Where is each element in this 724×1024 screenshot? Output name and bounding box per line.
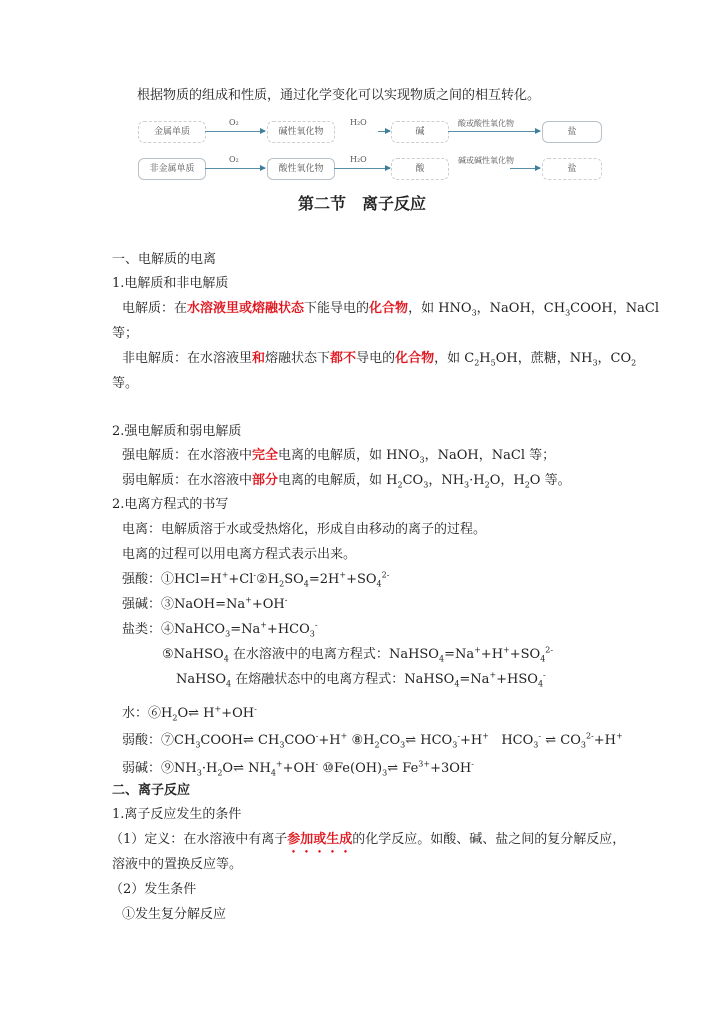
highlight: 水溶液里或熔融状态 — [187, 301, 305, 316]
node-base: 碱 — [391, 121, 449, 143]
subscript: 3 — [565, 308, 571, 318]
text: （1）定义：在水溶液中有离子 — [110, 832, 288, 847]
node-acidic-oxide: 酸性氧化物 — [267, 158, 335, 180]
text: ，CO — [597, 351, 632, 366]
subscript: 2 — [397, 480, 403, 490]
highlight: 化合物 — [369, 301, 409, 316]
arrow-label-o2-row2: O₂ — [229, 155, 239, 164]
arrow-o2-row2 — [205, 168, 265, 169]
node-salt-row2: 盐 — [542, 158, 602, 180]
text: ，NaOH，CH — [476, 301, 566, 316]
text: ，NaOH，NaCl 等； — [424, 448, 556, 463]
highlight: 都不 — [330, 351, 357, 366]
ionization-definition: 电离：电解质溶于水或受热熔化，形成自由移动的离子的过程。 — [122, 522, 487, 537]
label: 水： — [122, 706, 149, 721]
subheading-electrolytes: 1.电解质和非电解质 — [112, 276, 229, 291]
weak-base-equations: 弱碱：$⑨NH_3\cdot H_2O\rightleftharpoons$ $NH_4^++OH^-$ $⑩Fe(OH)_3\rightleftharpoons$ $Fe^{3+}+3OH^-$ — [122, 759, 474, 778]
text: 在水溶液中的电离方程式： — [232, 647, 389, 662]
weak-acid-equations: 弱酸：$⑦CH_3COOH\rightleftharpoons$ $CH_3COO^-+H^+$ $⑧H_2CO_3\rightleftharpoons$ $HCO_3^-+H^+$ $HCO_3^-$ ⇌ $CO_3^{2-}+H^+$ — [122, 731, 623, 750]
subscript: 3 — [423, 480, 429, 490]
text: OH，蔗糖，NH — [495, 351, 593, 366]
subscript: 5 — [490, 358, 496, 368]
text: 下能导电的 — [304, 301, 370, 316]
text: 电解质：在 — [122, 301, 188, 316]
arrow-label-acid-row1: 酸或酸性氧化物 — [458, 119, 514, 128]
subscript: 2 — [524, 480, 530, 490]
subscript: 2 — [474, 358, 480, 368]
node-basic-oxide: 碱性氧化物 — [267, 121, 335, 143]
strong-acid-equations: 强酸：$①HCl=H^++Cl^-②H_2SO_4=2H^++SO_4^{2-}$ — [122, 570, 390, 589]
subscript: 2 — [484, 480, 490, 490]
subscript: 2 — [631, 358, 637, 368]
subscript: 3 — [419, 455, 425, 465]
highlight: 部分 — [252, 473, 279, 488]
arrow-base-row2 — [510, 168, 540, 169]
arrow-acid-row1 — [448, 131, 540, 132]
text: O，H — [489, 473, 525, 488]
nonelectrolyte-definition — [122, 350, 636, 368]
arrow-label-h2o-row2: H₂O — [350, 155, 367, 164]
text: O 等。 — [529, 473, 571, 488]
ionization-equation-note: 电离的过程可以用电离方程式表示出来。 — [122, 547, 357, 562]
text: ，NH — [428, 473, 465, 488]
heading-ionic-reactions: 二、离子反应 — [112, 783, 191, 798]
arrow-h2o-row1 — [378, 131, 390, 132]
conditions-heading: （2）发生条件 — [110, 882, 197, 897]
label: 盐类： — [122, 622, 162, 637]
text: 强电解质：在水溶液中 — [122, 448, 253, 463]
highlight: 参加或生成 — [287, 832, 353, 847]
arrow-h2o-row2 — [334, 168, 390, 169]
text: ，如 HNO — [408, 301, 472, 316]
arrow-label-o2-row1: O₂ — [229, 118, 239, 127]
text: ·H — [469, 473, 485, 488]
text: H — [479, 351, 491, 366]
text: 电离的电解质，如 HNO — [278, 448, 420, 463]
heading-electrolyte-ionization: 一、电解质的电离 — [112, 252, 217, 267]
label: 强碱： — [122, 597, 162, 612]
label: 弱酸： — [122, 733, 162, 748]
nonelectrolyte-definition-wrap: 等。 — [112, 376, 139, 391]
arrow-label-h2o-row1: H₂O — [350, 118, 367, 127]
text: 导电的 — [356, 351, 396, 366]
text: 弱电解质：在水溶液中 — [122, 473, 253, 488]
text: CO — [402, 473, 424, 488]
text: ，如 C — [434, 351, 475, 366]
section-title: 第二节 离子反应 — [297, 194, 426, 213]
node-metal: 金属单质 — [138, 121, 206, 143]
node-salt-row1: 盐 — [542, 121, 602, 143]
subscript: 3 — [592, 358, 598, 368]
ionic-reaction-definition — [110, 831, 625, 856]
label: 强酸： — [122, 572, 162, 587]
electrolyte-definition-wrap: 等； — [112, 326, 139, 341]
text: 在熔融状态中的电离方程式： — [235, 672, 405, 687]
ionic-reaction-definition-wrap: 溶液中的置换反应等。 — [112, 857, 243, 872]
node-nonmetal: 非金属单质 — [138, 158, 206, 180]
strong-base-equation: 强碱：③NaOH=Na++OH- — [122, 595, 288, 612]
text: 熔融状态下 — [265, 351, 331, 366]
highlight: 和 — [252, 351, 266, 366]
highlight: 完全 — [252, 448, 279, 463]
nahso4-melt-equation: NaHSO$_4$ 在熔融状态中的电离方程式：$NaHSO_4=Na^++HSO_4^-$ — [176, 670, 546, 689]
text: 的化学反应。如酸、碱、盐之间的复分解反应， — [352, 832, 626, 847]
subscript: 3 — [471, 308, 477, 318]
label: 弱碱： — [122, 761, 162, 776]
arrow-label-base-row2: 碱或碱性氧化物 — [458, 156, 514, 165]
water-equation: 水：$⑥H_2O\rightleftharpoons$ H++OH- — [122, 704, 257, 723]
node-acid: 酸 — [391, 158, 449, 180]
intro-text: 根据物质的组成和性质，通过化学变化可以实现物质之间的相互转化。 — [137, 88, 541, 103]
highlight: 化合物 — [395, 351, 435, 366]
text: COOH，NaCl — [570, 301, 660, 316]
subscript: 3 — [464, 480, 470, 490]
electrolyte-definition — [122, 300, 659, 318]
text: 电离的电解质，如 H — [278, 473, 398, 488]
subheading-strong-weak: 2.强电解质和弱电解质 — [112, 424, 242, 439]
text: 非电解质：在水溶液里 — [122, 351, 253, 366]
condition-1: ①发生复分解反应 — [122, 907, 227, 922]
arrow-o2-row1 — [205, 131, 265, 132]
subheading-conditions: 1.离子反应发生的条件 — [112, 807, 242, 822]
subheading-ionization-equations: 2.电离方程式的书写 — [112, 497, 229, 512]
nahso4-water-equation: ⑤NaHSO$_4$ 在水溶液中的电离方程式：$NaHSO_4=Na^++H^++SO_4^{2-}$ — [162, 645, 554, 664]
salt-equation: 盐类：$④NaHCO_3=Na^++HCO_3^-$ — [122, 620, 318, 639]
strong-electrolyte-definition — [122, 447, 555, 465]
weak-electrolyte-definition — [122, 472, 571, 490]
